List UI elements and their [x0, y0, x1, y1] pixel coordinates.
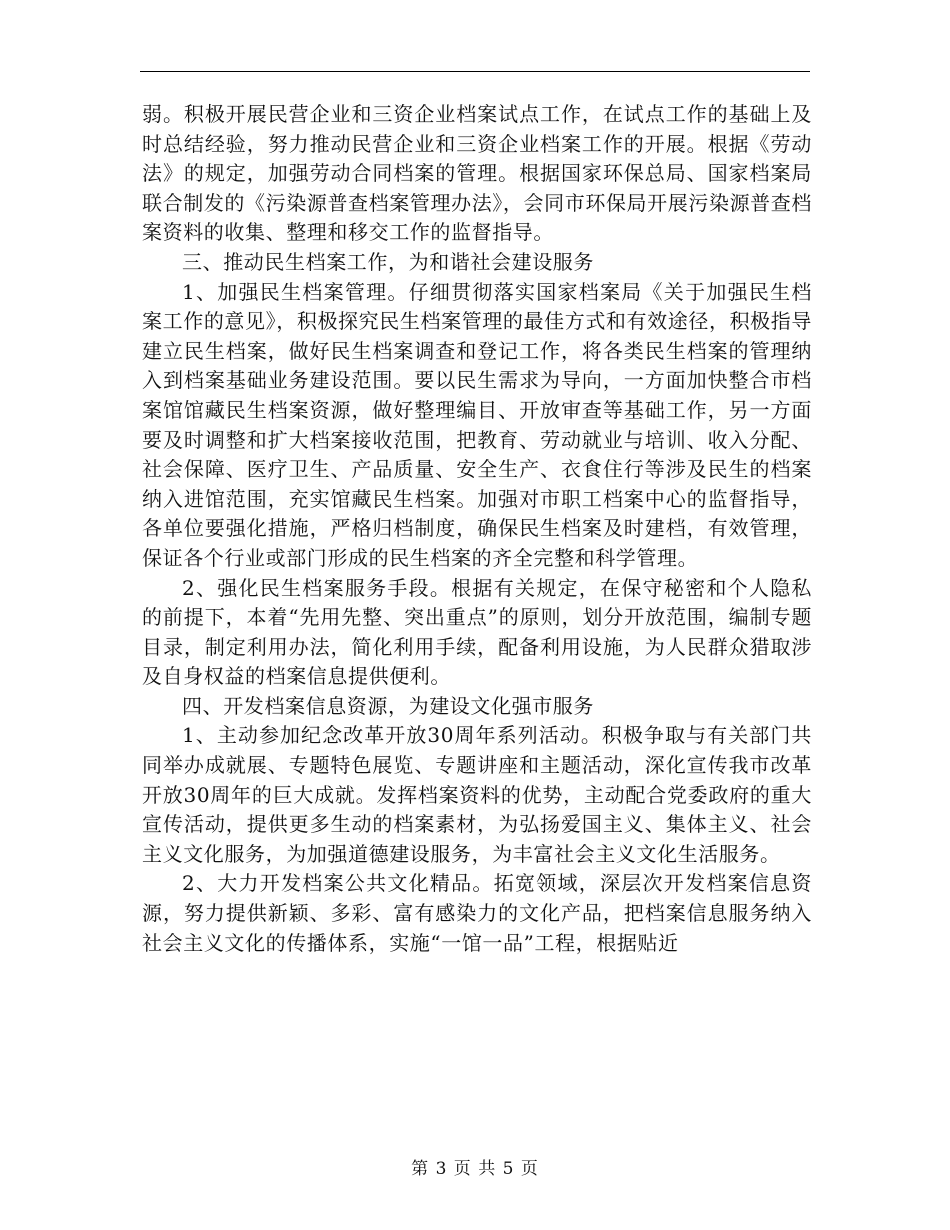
paragraph-3-1: 1、加强民生档案管理。仔细贯彻落实国家档案局《关于加强民生档案工作的意见》，积极探究民生档案管理的最佳方式和有效途径，积极指导建立民生档案，做好民生档案调查和登记工作，将各类民生档案的管理纳入到档案基础业务建设范围。要以民生需求为导向，一方面加快整合市档案馆馆藏民生档案资源，做好整理编目、开放审查等基础工作，另一方面要及时调整和扩大档案接收范围，把教育、劳动就业与培训、收入分配、社会保障、医疗卫生、产品质量、安全生产、衣食住行等涉及民生的档案纳入进馆范围，充实馆藏民生档案。加强对市职工档案中心的监督指导，各单位要强化措施，严格归档制度，确保民生档案及时建档，有效管理，保证各个行业或部门形成的民生档案的齐全完整和科学管理。: [142, 279, 812, 570]
header-rule: [140, 71, 810, 72]
paragraph-4-1: 1、主动参加纪念改革开放30周年系列活动。积极争取与有关部门共同举办成就展、专题特色展览、专题讲座和主题活动，深化宣传我市改革开放30周年的巨大成就。发挥档案资料的优势，主动配合党委政府的重大宣传活动，提供更多生动的档案素材，为弘扬爱国主义、集体主义、社会主义文化服务，为加强道德建设服务，为丰富社会主义文化生活服务。: [142, 723, 812, 866]
page-number-footer: 第 3 页 共 5 页: [411, 1159, 539, 1179]
paragraph-continuation: 弱。积极开展民营企业和三资企业档案试点工作，在试点工作的基础上及时总结经验，努力推动民营企业和三资企业档案工作的开展。根据《劳动法》的规定，加强劳动合同档案的管理。根据国家环保总局、国家档案局联合制发的《污染源普查档案管理办法》，会同市环保局开展污染源普查档案资料的收集、整理和移交工作的监督指导。: [142, 102, 812, 245]
paragraph-3-2: 2、强化民生档案服务手段。根据有关规定，在保守秘密和个人隐私的前提下，本着“先用先整、突出重点”的原则，划分开放范围，编制专题目录，制定利用办法，简化利用手续，配备利用设施，为人民群众猎取涉及自身权益的档案信息提供便利。: [142, 575, 812, 689]
section-heading-4: 四、开发档案信息资源，为建设文化强市服务: [182, 693, 594, 718]
section-heading-3: 三、推动民生档案工作，为和谐社会建设服务: [182, 249, 594, 274]
body-text: [142, 100, 812, 958]
paragraph-4-2: 2、大力开发档案公共文化精品。拓宽领域，深层次开发档案信息资源，努力提供新颖、多彩、富有感染力的文化产品，把档案信息服务纳入社会主义文化的传播体系，实施“一馆一品”工程，根据贴近: [142, 871, 812, 955]
